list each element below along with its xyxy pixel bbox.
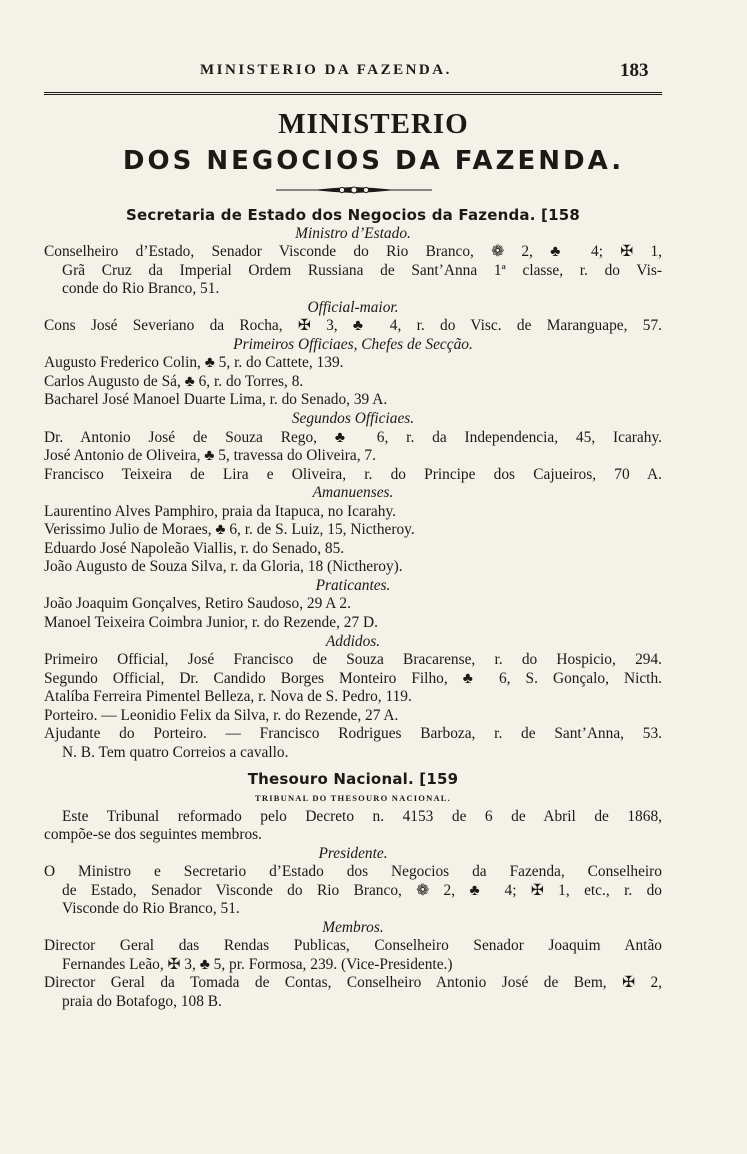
text-line: Porteiro. — Leonidio Felix da Silva, r. do Rezende, 27 A. xyxy=(44,706,399,724)
body-text xyxy=(44,206,662,1012)
running-title: MINISTERIO DA FAZENDA. xyxy=(200,62,452,78)
section-heading: Thesouro Nacional. [159 xyxy=(247,770,459,789)
text-line: Atalíba Ferreira Pimentel Belleza, r. Nova de S. Pedro, 119. xyxy=(44,688,412,706)
text-line: conde do Rio Branco, 51. xyxy=(62,280,220,298)
text-line: José Antonio de Oliveira, ♣ 5, travessa do Oliveira, 7. xyxy=(44,447,376,465)
text-line: João Joaquim Gonçalves, Retiro Saudoso, 29 A 2. xyxy=(44,595,351,613)
role-heading: Addidos. xyxy=(325,632,381,650)
spacer xyxy=(44,762,662,770)
text-line: Primeiro Official, José Francisco de Souza Bracarense, r. do Hospicio, 294. xyxy=(44,651,662,669)
page-title: MINISTERIO xyxy=(278,108,469,140)
text-line: Augusto Frederico Colin, ♣ 5, r. do Cattete, 139. xyxy=(44,354,344,372)
text-line: Director Geral da Tomada de Contas, Conselheiro Antonio José de Bem, ✠ 2, xyxy=(44,974,662,992)
role-heading: Ministro d’Estado. xyxy=(295,224,411,242)
role-heading: Presidente. xyxy=(318,844,388,862)
text-line: O Ministro e Secretario d’Estado dos Negocios da Fazenda, Conselheiro xyxy=(44,863,662,881)
text-line: Director Geral das Rendas Publicas, Conselheiro Senador Joaquim Antão xyxy=(44,937,662,955)
text-line: João Augusto de Souza Silva, r. da Gloria, 18 (Nictheroy). xyxy=(44,558,403,576)
header-rule xyxy=(44,92,662,95)
page-number: 183 xyxy=(620,60,649,81)
text-line: Fernandes Leão, ✠ 3, ♣ 5, pr. Formosa, 239. (Vice-Presidente.) xyxy=(62,955,453,973)
text-line: Segundo Official, Dr. Candido Borges Monteiro Filho, ♣ 6, S. Gonçalo, Nicth. xyxy=(44,669,662,687)
text-line: compõe-se dos seguintes membros. xyxy=(44,826,262,844)
text-line: Cons José Severiano da Rocha, ✠ 3, ♣ 4, r. do Visc. de Maranguape, 57. xyxy=(44,317,662,335)
text-line: Conselheiro d’Estado, Senador Visconde do Rio Branco, ❁ 2, ♣ 4; ✠ 1, xyxy=(44,243,662,261)
text-line: Este Tribunal reformado pelo Decreto n. 4153 de 6 de Abril de 1868, xyxy=(62,807,662,825)
text-line: praia do Botafogo, 108 B. xyxy=(62,992,222,1010)
text-line: Carlos Augusto de Sá, ♣ 6, r. do Torres, 8. xyxy=(44,372,304,390)
running-head xyxy=(0,58,747,86)
text-line: Visconde do Rio Branco, 51. xyxy=(62,900,240,918)
text-line: N. B. Tem quatro Correios a cavallo. xyxy=(62,743,289,761)
role-heading: Primeiros Officiaes, Chefes de Secção. xyxy=(233,335,473,353)
text-line: Grã Cruz da Imperial Ordem Russiana de Sant’Anna 1ª classe, r. do Vis- xyxy=(62,261,662,279)
text-line: Francisco Teixeira de Lira e Oliveira, r. do Principe dos Cajueiros, 70 A. xyxy=(44,465,662,483)
ornament-divider-icon xyxy=(276,185,432,195)
section-heading: Secretaria de Estado dos Negocios da Fazenda. [158 xyxy=(125,206,581,224)
role-heading: Official-maior. xyxy=(307,298,399,316)
text-line: Dr. Antonio José de Souza Rego, ♣ 6, r. da Independencia, 45, Icarahy. xyxy=(44,428,662,446)
text-line: Verissimo Julio de Moraes, ♣ 6, r. de S. Luiz, 15, Nictheroy. xyxy=(44,521,415,539)
text-line: Eduardo José Napoleão Viallis, r. do Senado, 85. xyxy=(44,539,345,557)
role-heading: Praticantes. xyxy=(315,576,391,594)
text-line: Manoel Teixeira Coimbra Junior, r. do Rezende, 27 D. xyxy=(44,614,378,632)
role-heading: Amanuenses. xyxy=(312,484,394,502)
role-heading: Segundos Officiaes. xyxy=(291,410,415,428)
text-line: Bacharel José Manoel Duarte Lima, r. do Senado, 39 A. xyxy=(44,391,388,409)
text-line: de Estado, Senador Visconde do Rio Branco, ❁ 2, ♣ 4; ✠ 1, etc., r. do xyxy=(62,881,662,899)
text-line: Laurentino Alves Pamphiro, praia da Itapuca, no Icarahy. xyxy=(44,502,396,520)
role-heading: Membros. xyxy=(322,918,384,936)
text-line: TRIBUNAL DO THESOURO NACIONAL. xyxy=(255,792,451,803)
text-line: Ajudante do Porteiro. — Francisco Rodrigues Barboza, r. de Sant’Anna, 53. xyxy=(44,725,662,743)
page-subtitle: DOS NEGOCIOS DA FAZENDA. xyxy=(122,146,625,176)
